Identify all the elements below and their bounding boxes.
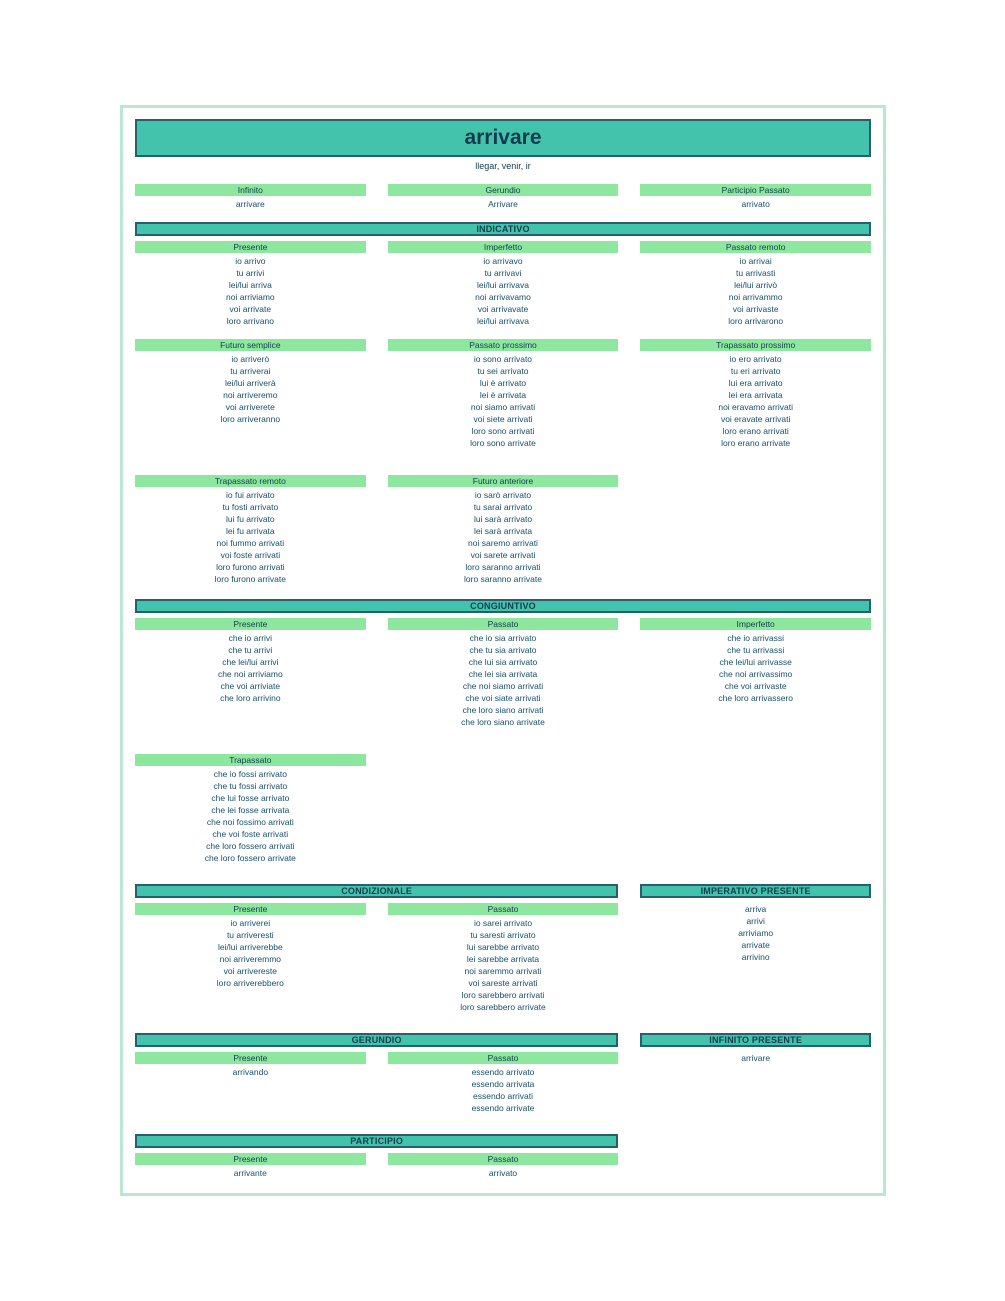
conjugation-line: che lui fosse arrivato [211, 793, 290, 803]
block-infinito [135, 184, 366, 210]
section-header-infinito-presente: INFINITO PRESENTE [640, 1033, 871, 1047]
conjugation-lines [135, 1167, 366, 1179]
conjugation-line: loro sono arrivate [470, 438, 536, 448]
conjugation-line: lei/lui arriverebbe [217, 942, 283, 952]
conjugation-line: io arrivo [235, 256, 266, 266]
conjugation-line: noi saremo arrivati [468, 538, 538, 548]
participio-headers [135, 1134, 871, 1148]
conjugation-line: noi arriviamo [226, 292, 275, 302]
gerundio-infinito-headers [135, 1033, 871, 1047]
conjugation-line: arrivi [746, 916, 765, 926]
block-indicativo-futuro-anteriore [388, 475, 619, 585]
conjugation-line: Arrivare [488, 199, 518, 209]
conjugation-lines [388, 1066, 619, 1114]
conjugation-line: voi sarete arrivati [470, 550, 536, 560]
conjugation-line: che noi siamo arrivati [462, 681, 544, 691]
tense-label: Participio Passato [640, 184, 871, 196]
conjugation-line: arrivato [741, 199, 770, 209]
conjugation-lines [640, 353, 871, 449]
block-indicativo-futuro-semplice [135, 339, 366, 425]
conjugation-line: arrivando [232, 1067, 269, 1077]
tense-label: Trapassato [135, 754, 366, 766]
conjugation-lines [135, 198, 366, 210]
participio-row [135, 1153, 871, 1179]
block-indicativo-passato-remoto [640, 241, 871, 327]
conjugation-line: tu arriveresti [226, 930, 274, 940]
conjugation-line: che voi foste arrivati [212, 829, 289, 839]
conjugation-line: lui era arrivato [728, 378, 783, 388]
conjugation-lines [388, 632, 619, 728]
conjugation-line: lei era arrivata [728, 390, 783, 400]
block-participio-presente [135, 1153, 366, 1179]
conjugation-line: lui sarebbe arrivato [466, 942, 540, 952]
conjugation-line: io arriverò [231, 354, 270, 364]
block-condizionale-presente [135, 903, 366, 989]
conjugation-line: noi arriveremmo [219, 954, 282, 964]
tense-label: Passato [388, 618, 619, 630]
conjugation-lines [135, 917, 366, 989]
tense-label: Passato remoto [640, 241, 871, 253]
conjugation-page [120, 105, 886, 1196]
tense-label: Passato [388, 1052, 619, 1064]
indicativo-row-1 [135, 241, 871, 327]
conjugation-lines [640, 903, 871, 963]
conjugation-line: essendo arrivato [471, 1067, 535, 1077]
conjugation-line: arrivare [741, 1053, 771, 1063]
block-indicativo-presente [135, 241, 366, 327]
block-congiuntivo-imperfetto [640, 618, 871, 704]
conjugation-lines [640, 198, 871, 210]
condizionale-imperativo-headers [135, 884, 871, 898]
conjugation-line: lei sarebbe arrivata [466, 954, 540, 964]
conjugation-line: voi eravate arrivati [720, 414, 791, 424]
conjugation-lines [388, 198, 619, 210]
conjugation-line: che io sia arrivato [469, 633, 537, 643]
conjugation-line: io sono arrivato [473, 354, 533, 364]
conjugation-line: arrivino [741, 952, 770, 962]
tense-label: Presente [135, 618, 366, 630]
conjugation-line: noi arrivavamo [475, 292, 531, 302]
conjugation-line: che voi arriviate [220, 681, 281, 691]
conjugation-lines [388, 353, 619, 449]
conjugation-line: voi arrivereste [223, 966, 278, 976]
tense-label: Trapassato prossimo [640, 339, 871, 351]
conjugation-line: loro furono arrivate [214, 574, 286, 584]
block-congiuntivo-passato [388, 618, 619, 728]
block-participio-passato [640, 184, 871, 210]
tense-label: Futuro anteriore [388, 475, 619, 487]
conjugation-line: voi arrivaste [732, 304, 779, 314]
section-header-condizionale: CONDIZIONALE [135, 884, 618, 898]
section-header-indicativo: INDICATIVO [135, 222, 871, 236]
conjugation-line: tu sei arrivato [477, 366, 529, 376]
tense-label: Passato [388, 903, 619, 915]
conjugation-line: che loro fossero arrivate [204, 853, 296, 863]
conjugation-line: voi siete arrivati [473, 414, 533, 424]
block-participio-passato [388, 1153, 619, 1179]
conjugation-line: tu fosti arrivato [222, 502, 279, 512]
conjugation-line: tu arrivavi [484, 268, 522, 278]
conjugation-line: io ero arrivato [729, 354, 782, 364]
conjugation-lines [388, 1167, 619, 1179]
conjugation-line: che tu arrivassi [727, 645, 785, 655]
conjugation-line: che io arrivassi [727, 633, 784, 643]
conjugation-lines [388, 489, 619, 585]
conjugation-line: arriviamo [738, 928, 774, 938]
conjugation-line: che noi arrivassimo [719, 669, 793, 679]
conjugation-lines [135, 632, 366, 704]
conjugation-line: che loro siano arrivate [461, 717, 545, 727]
conjugation-line: essendo arrivata [471, 1079, 535, 1089]
conjugation-line: arriva [745, 904, 767, 914]
conjugation-line: voi foste arrivati [220, 550, 281, 560]
conjugation-line: loro sono arrivati [471, 426, 535, 436]
conjugation-line: che noi arriviamo [217, 669, 283, 679]
conjugation-line: arrivate [741, 940, 770, 950]
conjugation-line: che tu sia arrivato [469, 645, 537, 655]
conjugation-line: essendo arrivate [471, 1103, 535, 1113]
conjugation-line: che loro arrivassero [718, 693, 793, 703]
conjugation-line: noi eravamo arrivati [718, 402, 793, 412]
conjugation-line: loro erano arrivati [722, 426, 789, 436]
conjugation-line: lui è arrivato [479, 378, 527, 388]
conjugation-line: che lei/lui arrivasse [719, 657, 792, 667]
block-gerundio [388, 184, 619, 210]
conjugation-line: tu eri arrivato [730, 366, 781, 376]
conjugation-lines [388, 917, 619, 1013]
conjugation-line: noi fummo arrivati [216, 538, 285, 548]
tense-label: Presente [135, 1052, 366, 1064]
conjugation-line: lei/lui arriverà [225, 378, 276, 388]
conjugation-line: loro arriverebbero [216, 978, 284, 988]
conjugation-lines [640, 632, 871, 704]
conjugation-lines [135, 353, 366, 425]
tense-label: Presente [135, 241, 366, 253]
conjugation-line: io fui arrivato [225, 490, 275, 500]
conjugation-lines [388, 255, 619, 327]
section-header-congiuntivo: CONGIUNTIVO [135, 599, 871, 613]
block-congiuntivo-presente [135, 618, 366, 704]
tense-label: Imperfetto [640, 618, 871, 630]
conjugation-line: noi siamo arrivati [470, 402, 536, 412]
tense-label: Infinito [135, 184, 366, 196]
conjugation-line: che loro arrivino [220, 693, 281, 703]
conjugation-lines [135, 1066, 366, 1078]
conjugation-line: lei/lui arrivava [477, 316, 529, 326]
tense-label: Passato prossimo [388, 339, 619, 351]
conjugation-line: lei/lui arrivò [734, 280, 778, 290]
conjugation-line: voi arriverete [225, 402, 275, 412]
conjugation-line: loro arrivano [226, 316, 274, 326]
section-header-participio: PARTICIPIO [135, 1134, 618, 1148]
block-imperativo-presente [640, 903, 871, 963]
conjugation-line: lui sarà arrivato [473, 514, 533, 524]
gerundio-infinito-row [135, 1052, 871, 1114]
conjugation-line: io sarei arrivato [473, 918, 533, 928]
conjugation-line: loro furono arrivati [216, 562, 285, 572]
block-congiuntivo-trapassato [135, 754, 366, 864]
top-summary-row [135, 184, 871, 210]
verb-translation: llegar, venir, ir [475, 161, 531, 171]
conjugation-line: essendo arrivati [472, 1091, 533, 1101]
tense-label: Presente [135, 1153, 366, 1165]
conjugation-line: loro sarebbero arrivate [460, 1002, 546, 1012]
indicativo-row-3 [135, 475, 871, 585]
conjugation-line: noi arrivammo [728, 292, 783, 302]
conjugation-line: che lei fosse arrivata [211, 805, 290, 815]
conjugation-line: che loro fossero arrivati [206, 841, 295, 851]
conjugation-line: lei è arrivata [479, 390, 527, 400]
congiuntivo-row-2 [135, 754, 871, 864]
conjugation-line: io arrivai [739, 256, 772, 266]
conjugation-line: loro saranno arrivate [464, 574, 542, 584]
conjugation-lines [640, 1052, 871, 1064]
conjugation-line: io arriverei [230, 918, 271, 928]
conjugation-line: che lei sia arrivata [468, 669, 538, 679]
conjugation-line: che tu fossi arrivato [213, 781, 288, 791]
congiuntivo-row-1 [135, 618, 871, 728]
block-condizionale-passato [388, 903, 619, 1013]
conjugation-line: loro saranno arrivati [465, 562, 541, 572]
conjugation-line: arrivare [235, 199, 265, 209]
conjugation-line: che io arrivi [228, 633, 273, 643]
conjugation-line: voi arrivate [229, 304, 272, 314]
block-indicativo-imperfetto [388, 241, 619, 327]
condizionale-imperativo-row [135, 903, 871, 1013]
conjugation-line: lei/lui arriva [228, 280, 272, 290]
block-infinito-presente [640, 1052, 871, 1064]
conjugation-lines [135, 768, 366, 864]
conjugation-line: arrivato [488, 1168, 518, 1178]
conjugation-line: lei fu arrivata [225, 526, 275, 536]
verb-title: arrivare [135, 119, 871, 157]
conjugation-line: loro erano arrivate [721, 438, 791, 448]
conjugation-line: lei/lui arrivava [477, 280, 529, 290]
conjugation-line: che io fossi arrivato [213, 769, 287, 779]
block-gerundio-presente [135, 1052, 366, 1078]
tense-label: Imperfetto [388, 241, 619, 253]
conjugation-line: noi arriveremo [223, 390, 278, 400]
conjugation-line: che noi fossimo arrivati [206, 817, 294, 827]
conjugation-lines [640, 255, 871, 327]
section-header-imperativo-presente: IMPERATIVO PRESENTE [640, 884, 871, 898]
conjugation-line: voi sareste arrivati [468, 978, 538, 988]
conjugation-lines [135, 255, 366, 327]
tense-label: Presente [135, 903, 366, 915]
tense-label: Trapassato remoto [135, 475, 366, 487]
tense-label: Futuro semplice [135, 339, 366, 351]
conjugation-line: arrivante [233, 1168, 267, 1178]
conjugation-line: noi saremmo arrivati [464, 966, 542, 976]
conjugation-line: che loro siano arrivati [462, 705, 544, 715]
conjugation-line: tu saresti arrivato [470, 930, 536, 940]
block-indicativo-passato-prossimo [388, 339, 619, 449]
conjugation-line: tu arrivasti [736, 268, 776, 278]
conjugation-line: io sarò arrivato [474, 490, 532, 500]
conjugation-line: io arrivavo [483, 256, 523, 266]
conjugation-line: tu arrivi [236, 268, 265, 278]
conjugation-lines [135, 489, 366, 585]
conjugation-line: che lei/lui arrivi [222, 657, 279, 667]
section-header-gerundio: GERUNDIO [135, 1033, 618, 1047]
conjugation-line: lei sarà arrivata [473, 526, 533, 536]
block-gerundio-passato [388, 1052, 619, 1114]
conjugation-line: che lui sia arrivato [468, 657, 538, 667]
conjugation-line: che voi arrivaste [724, 681, 787, 691]
conjugation-line: loro arrivarono [728, 316, 784, 326]
conjugation-line: tu sarai arrivato [473, 502, 533, 512]
conjugation-line: loro arriveranno [220, 414, 281, 424]
block-indicativo-trapassato-remoto [135, 475, 366, 585]
conjugation-line: loro sarebbero arrivati [461, 990, 545, 1000]
conjugation-line: voi arrivavate [477, 304, 529, 314]
tense-label: Gerundio [388, 184, 619, 196]
indicativo-row-2 [135, 339, 871, 449]
conjugation-line: che tu arrivi [228, 645, 273, 655]
conjugation-line: che voi siate arrivati [465, 693, 541, 703]
conjugation-line: tu arriverai [230, 366, 271, 376]
tense-label: Passato [388, 1153, 619, 1165]
block-indicativo-trapassato-prossimo [640, 339, 871, 449]
conjugation-line: lui fu arrivato [225, 514, 275, 524]
